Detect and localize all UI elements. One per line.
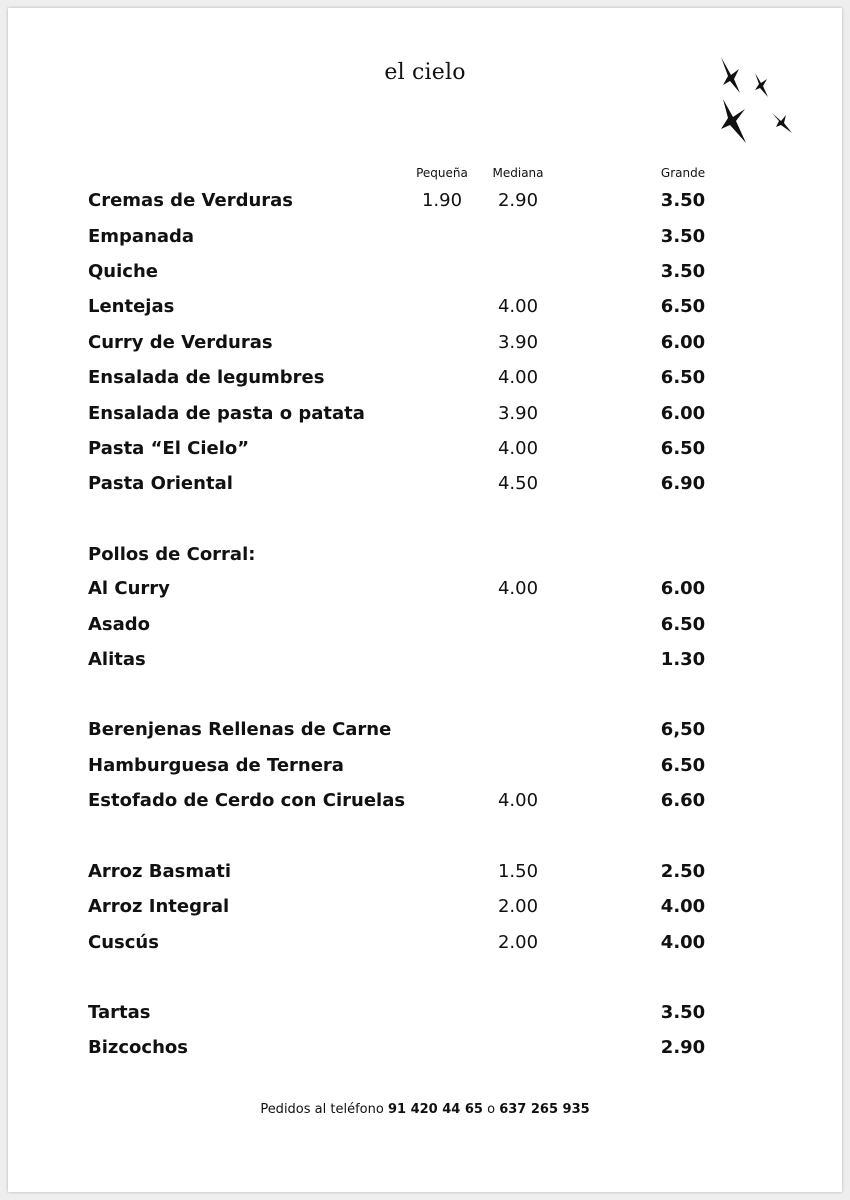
price-grande: 1.30 bbox=[660, 649, 706, 670]
price-mediana: 2.00 bbox=[497, 896, 539, 917]
menu-item-name: Alitas bbox=[88, 649, 146, 670]
price-grande: 3.50 bbox=[660, 190, 706, 211]
price-grande: 6.50 bbox=[660, 614, 706, 635]
birds-logo-icon bbox=[715, 55, 800, 150]
price-grande: 3.50 bbox=[660, 226, 706, 247]
price-grande: 6.60 bbox=[660, 790, 706, 811]
menu-title: el cielo bbox=[384, 60, 466, 85]
price-mediana: 4.00 bbox=[497, 367, 539, 388]
menu-row bbox=[0, 790, 850, 820]
price-mediana: 4.00 bbox=[497, 578, 539, 599]
price-grande: 2.90 bbox=[660, 1037, 706, 1058]
menu-row bbox=[0, 578, 850, 608]
footer-phone-2: 637 265 935 bbox=[499, 1102, 590, 1117]
price-grande: 6.00 bbox=[660, 403, 706, 424]
menu-item-name: Estofado de Cerdo con Ciruelas bbox=[88, 790, 406, 811]
menu-item-name: Tartas bbox=[88, 1002, 151, 1023]
menu-row bbox=[0, 1037, 850, 1067]
price-grande: 3.50 bbox=[660, 261, 706, 282]
menu-row bbox=[0, 861, 850, 891]
menu-item-name: Cremas de Verduras bbox=[88, 190, 294, 211]
footer-phone-1: 91 420 44 65 bbox=[387, 1102, 483, 1117]
column-header-grande: Grande bbox=[660, 166, 706, 180]
menu-row bbox=[0, 296, 850, 326]
price-pequena: 1.90 bbox=[421, 190, 463, 211]
menu-item-name: Ensalada de pasta o patata bbox=[88, 403, 365, 424]
menu-row bbox=[0, 755, 850, 785]
menu-item-name: Quiche bbox=[88, 261, 158, 282]
menu-item-name: Arroz Basmati bbox=[88, 861, 232, 882]
menu-item-name: Asado bbox=[88, 614, 151, 635]
menu-item-name: Ensalada de legumbres bbox=[88, 367, 325, 388]
menu-row bbox=[0, 1002, 850, 1032]
menu-row bbox=[0, 614, 850, 644]
menu-item-name: Pollos de Corral: bbox=[88, 544, 256, 565]
menu-row bbox=[0, 226, 850, 256]
menu-row bbox=[0, 332, 850, 362]
menu-row bbox=[0, 261, 850, 291]
menu-row bbox=[0, 367, 850, 397]
footer-connector: o bbox=[487, 1102, 496, 1117]
price-grande: 6.50 bbox=[660, 367, 706, 388]
price-mediana: 4.50 bbox=[497, 473, 539, 494]
price-grande: 6.90 bbox=[660, 473, 706, 494]
price-grande: 6.50 bbox=[660, 438, 706, 459]
menu-item-name: Lentejas bbox=[88, 296, 175, 317]
menu-row bbox=[0, 438, 850, 468]
price-mediana: 4.00 bbox=[497, 438, 539, 459]
price-mediana: 4.00 bbox=[497, 790, 539, 811]
menu-item-name: Hamburguesa de Ternera bbox=[88, 755, 344, 776]
price-mediana: 3.90 bbox=[497, 403, 539, 424]
footer-contact bbox=[0, 1102, 850, 1117]
price-grande: 6.00 bbox=[660, 332, 706, 353]
menu-item-name: Berenjenas Rellenas de Carne bbox=[88, 719, 392, 740]
footer-prefix: Pedidos al teléfono bbox=[260, 1102, 384, 1117]
menu-row bbox=[0, 719, 850, 749]
price-mediana: 2.90 bbox=[497, 190, 539, 211]
menu-item-name: Cuscús bbox=[88, 932, 159, 953]
menu-item-name: Pasta Oriental bbox=[88, 473, 233, 494]
price-grande: 4.00 bbox=[660, 896, 706, 917]
price-grande: 6.50 bbox=[660, 755, 706, 776]
menu-row bbox=[0, 403, 850, 433]
menu-item-name: Empanada bbox=[88, 226, 195, 247]
menu-row bbox=[0, 896, 850, 926]
menu-row bbox=[0, 473, 850, 503]
price-mediana: 4.00 bbox=[497, 296, 539, 317]
menu-item-name: Curry de Verduras bbox=[88, 332, 273, 353]
menu-item-name: Arroz Integral bbox=[88, 896, 230, 917]
menu-row bbox=[0, 932, 850, 962]
price-grande: 6,50 bbox=[660, 719, 706, 740]
menu-item-name: Al Curry bbox=[88, 578, 170, 599]
price-grande: 6.50 bbox=[660, 296, 706, 317]
price-grande: 3.50 bbox=[660, 1002, 706, 1023]
price-mediana: 2.00 bbox=[497, 932, 539, 953]
menu-row bbox=[0, 649, 850, 679]
price-mediana: 1.50 bbox=[497, 861, 539, 882]
price-grande: 4.00 bbox=[660, 932, 706, 953]
menu-item-name: Bizcochos bbox=[88, 1037, 188, 1058]
column-header-pequena: Pequeña bbox=[416, 166, 468, 180]
menu-item-name: Pasta “El Cielo” bbox=[88, 438, 250, 459]
price-grande: 2.50 bbox=[660, 861, 706, 882]
column-header-mediana: Mediana bbox=[492, 166, 544, 180]
menu-row bbox=[0, 544, 850, 574]
menu-row bbox=[0, 190, 850, 220]
price-mediana: 3.90 bbox=[497, 332, 539, 353]
price-grande: 6.00 bbox=[660, 578, 706, 599]
